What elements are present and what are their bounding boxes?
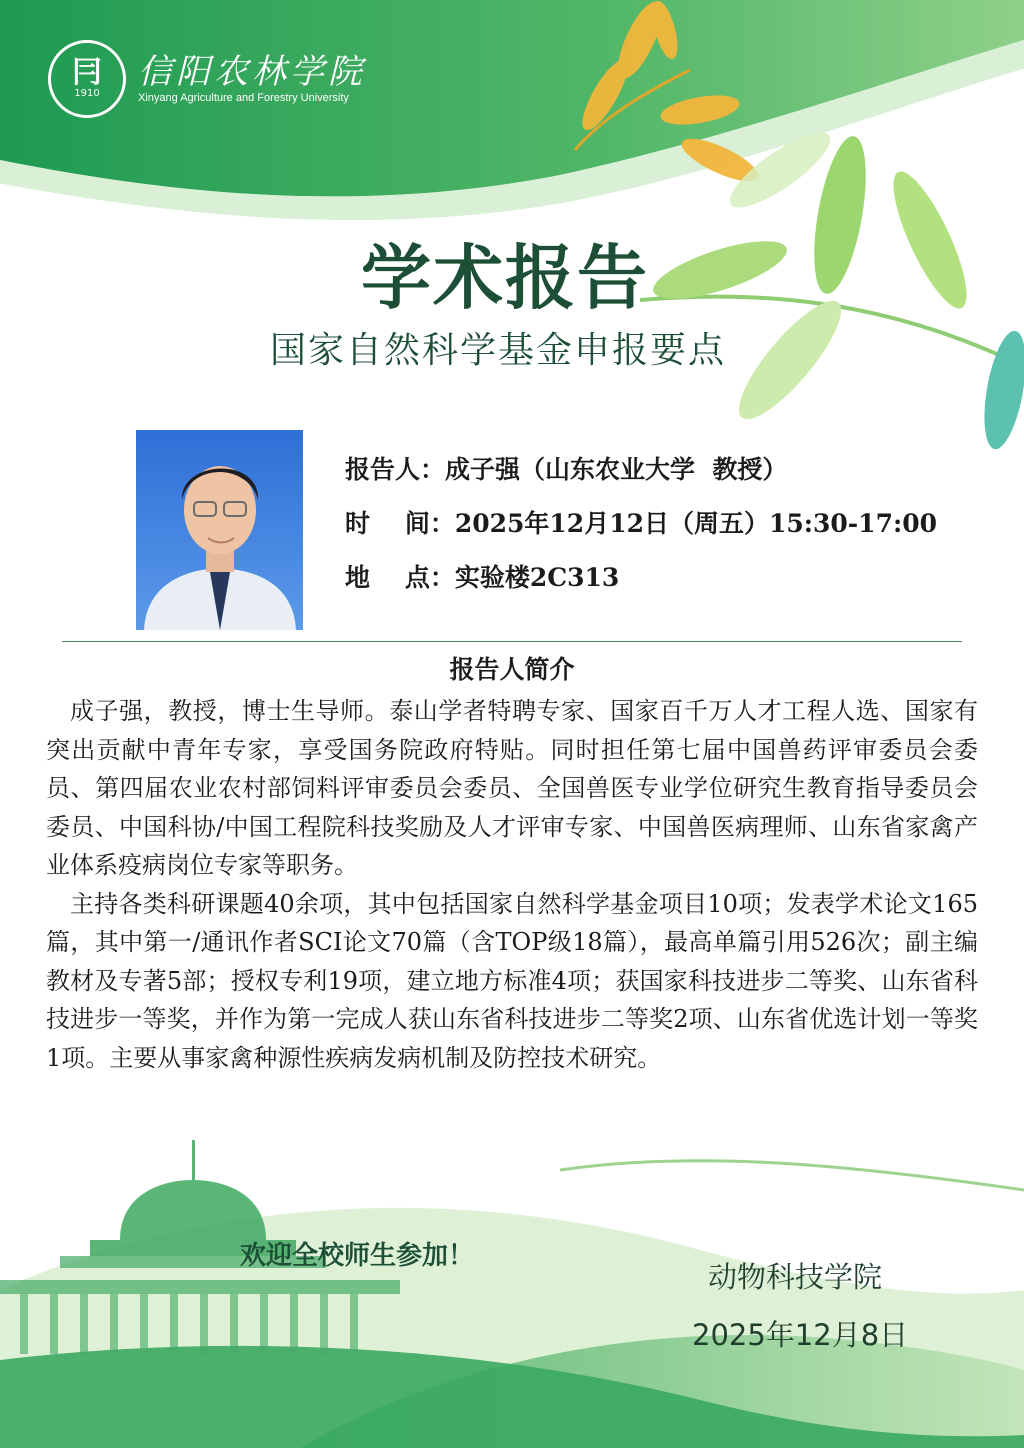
bio-paragraph-1: 成子强，教授，博士生导师。泰山学者特聘专家、国家百千万人才工程人选、国家有突出贡献中青年专家，享受国务院政府特贴。同时担任第七届中国兽药评审委员会委员、第四届农业农村部饲料评审委员会委员、全国兽医专业学位研究生教育指导委员会委员、中国科协/中国工程院科技奖励及人才评审专家、中国兽医病理师、山东省家禽产业体系疫病岗位专家等职务。 [46,697,978,879]
bio-paragraph-2: 主持各类科研课题40余项，其中包括国家自然科学基金项目10项；发表学术论文165篇，其中第一/通讯作者SCI论文70篇（含TOP级18篇），最高单篇引用526次；副主编教材及专著5部；授权专利19项，建立地方标准4项；获国家科技进步二等奖、山东省科技进步一等奖，并作为第一完成人获山东省科技进步二等奖2项、山东省优选计划一等奖1项。主要从事家禽种源性疾病发病机制及防控技术研究。 [46,889,978,1072]
time-row [345,502,937,556]
section-divider [62,641,962,642]
welcome-text: 欢迎全校师生参加！ [240,1241,475,1271]
speaker-row [345,448,937,502]
poster-title: 学术报告 [361,237,649,319]
place-row [345,556,937,610]
poster-subtitle: 国家自然科学基金申报要点 [269,330,726,371]
event-info [345,448,937,610]
speaker-bio [46,692,978,1077]
university-seal-icon: 冃 1910 [48,40,126,118]
speaker-value: 成子强（山东农业大学 教授） [445,455,788,484]
time-label: 时 间： [345,509,455,538]
school-name-en: Xinyang Agriculture and Forestry University [138,92,349,104]
speaker-photo [136,430,303,630]
school-name-cn: 信阳农林学院 [138,52,366,92]
place-value: 实验楼2C313 [454,563,620,592]
time-value: 2025年12月12日（周五）15:30-17:00 [454,509,937,538]
university-logo [48,40,366,118]
intro-heading: 报告人简介 [449,655,575,684]
host-department: 动物科技学院 [708,1260,883,1294]
speaker-label: 报告人： [345,455,446,484]
issue-date: 2025年12月8日 [692,1318,909,1352]
place-label: 地 点： [345,563,455,592]
